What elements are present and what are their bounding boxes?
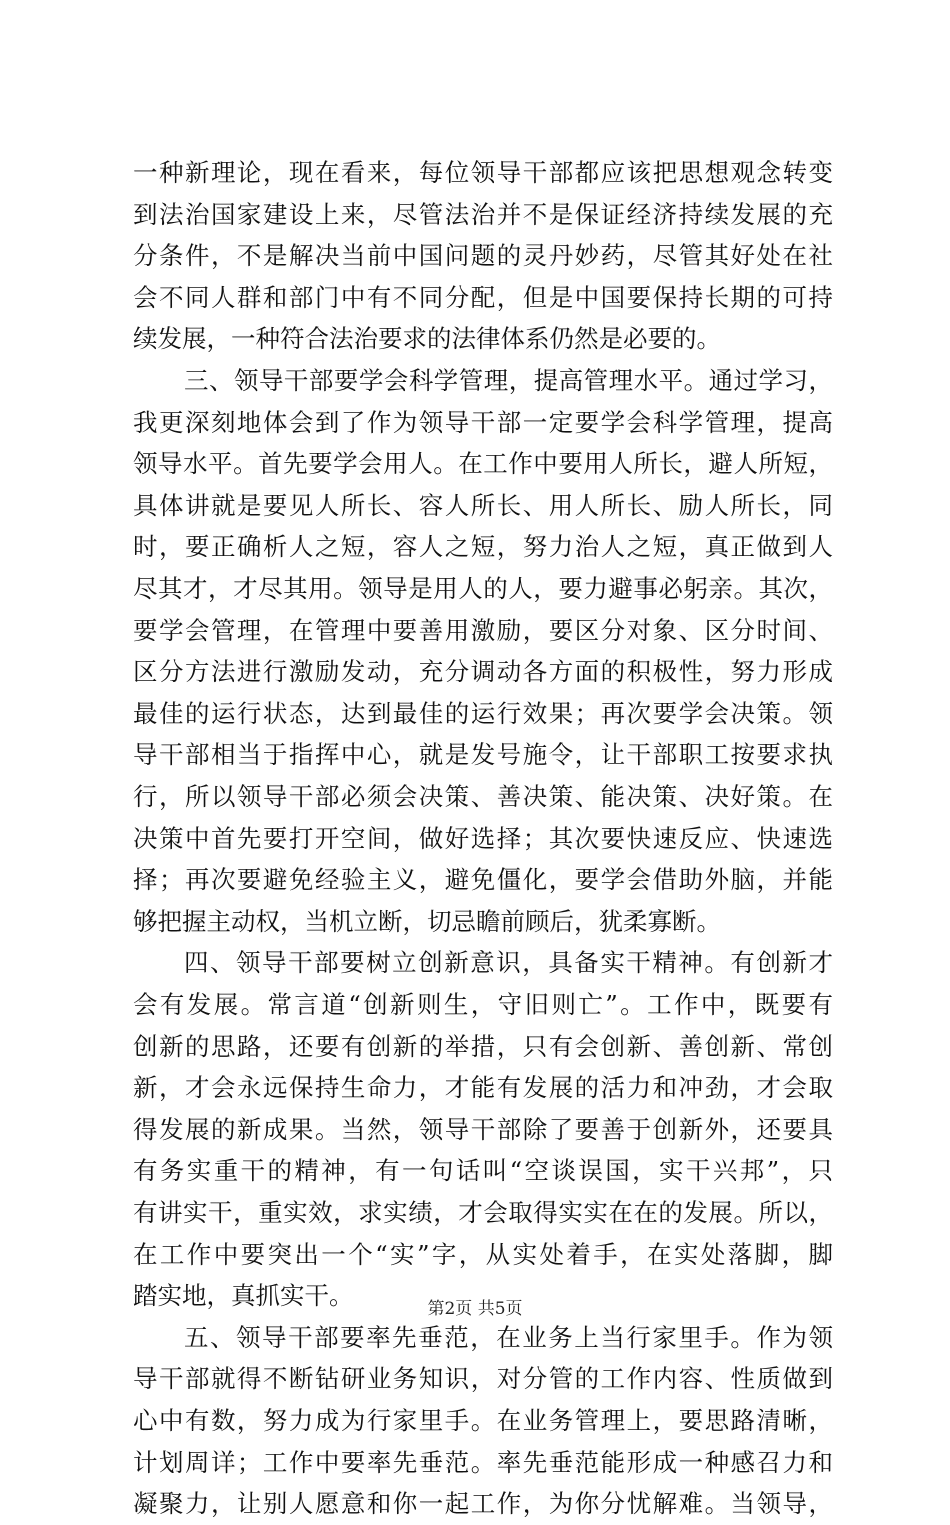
text-line: 计划周详；工作中要率先垂范。率先垂范能形成一种感召力和	[133, 1447, 833, 1477]
text-line: 在工作中要突出一个“实”字，从实处着手，在实处落脚，脚	[133, 1239, 833, 1269]
text-line: 尽其才，才尽其用。领导是用人的人，要力避事必躬亲。其次，	[133, 574, 833, 603]
text-line: 领导水平。首先要学会用人。在工作中要用人所长，避人所短，	[133, 449, 833, 479]
text-line: 续发展，一种符合法治要求的法律体系仍然是必要的。	[133, 324, 721, 354]
text-line: 凝聚力，让别人愿意和你一起工作，为你分忧解难。当领导，	[133, 1489, 833, 1519]
text-line: 具体讲就是要见人所长、容人所长、用人所长、励人所长，同	[133, 490, 833, 520]
text-line: 会不同人群和部门中有不同分配，但是中国要保持长期的可持	[133, 282, 833, 312]
text-line: 区分方法进行激励发动，充分调动各方面的积极性，努力形成	[133, 657, 833, 687]
text-line: 导干部就得不断钻研业务知识，对分管的工作内容、性质做到	[133, 1364, 833, 1394]
text-line: 择；再次要避免经验主义，避免僵化，要学会借助外脑，并能	[133, 865, 833, 895]
text-line: 行，所以领导干部必须会决策、善决策、能决策、决好策。在	[133, 782, 833, 811]
text-line: 时，要正确析人之短，容人之短，努力治人之短，真正做到人	[133, 532, 833, 562]
text-line: 五、领导干部要率先垂范，在业务上当行家里手。作为领	[184, 1322, 833, 1352]
text-line: 导干部相当于指挥中心，就是发号施令，让干部职工按要求执	[133, 740, 833, 770]
text-line: 有讲实干，重实效，求实绩，才会取得实实在在的发展。所以，	[133, 1198, 833, 1227]
page-number-footer: 第2页 共5页	[427, 1299, 523, 1319]
text-line: 决策中首先要打开空间，做好选择；其次要快速反应、快速选	[133, 823, 833, 853]
text-line: 最佳的运行状态，达到最佳的运行效果；再次要学会决策。领	[133, 698, 833, 728]
text-line: 分条件，不是解决当前中国问题的灵丹妙药，尽管其好处在社	[133, 241, 833, 271]
text-line: 会有发展。常言道“创新则生，守旧则亡”。工作中，既要有	[133, 990, 833, 1019]
text-line: 踏实地，真抓实干。	[133, 1281, 354, 1311]
text-line: 我更深刻地体会到了作为领导干部一定要学会科学管理，提高	[133, 407, 833, 437]
text-line: 要学会管理，在管理中要善用激励，要区分对象、区分时间、	[133, 615, 833, 645]
text-line: 到法治国家建设上来，尽管法治并不是保证经济持续发展的充	[133, 199, 833, 229]
text-line: 四、领导干部要树立创新意识，具备实干精神。有创新才	[184, 948, 833, 978]
text-line: 三、领导干部要学会科学管理，提高管理水平。通过学习，	[184, 366, 833, 395]
text-line: 得发展的新成果。当然，领导干部除了要善于创新外，还要具	[133, 1114, 833, 1144]
text-line: 创新的思路，还要有创新的举措，只有会创新、善创新、常创	[133, 1031, 833, 1061]
text-line: 新，才会永远保持生命力，才能有发展的活力和冲劲，才会取	[133, 1073, 833, 1103]
text-line: 有务实重干的精神，有一句话叫“空谈误国，实干兴邦”，只	[133, 1156, 833, 1186]
text-line: 一种新理论，现在看来，每位领导干部都应该把思想观念转变	[133, 158, 833, 187]
text-line: 够把握主动权，当机立断，切忌瞻前顾后，犹柔寡断。	[133, 906, 721, 936]
text-line: 心中有数，努力成为行家里手。在业务管理上，要思路清晰，	[133, 1406, 833, 1435]
